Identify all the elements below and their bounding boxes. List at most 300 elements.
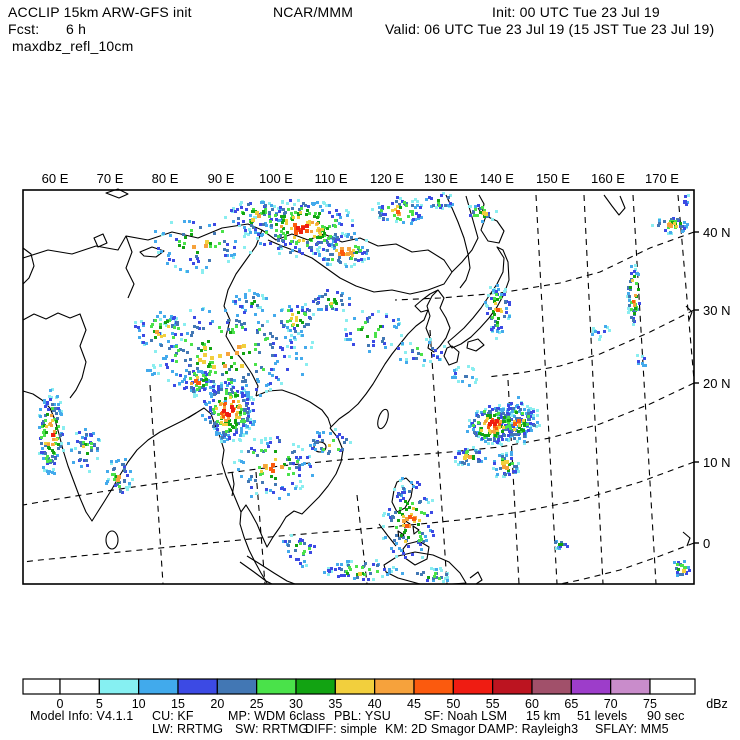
echo-cell — [235, 423, 238, 426]
echo-cell — [322, 448, 325, 451]
echo-cell — [259, 394, 262, 397]
coastline-path — [683, 532, 690, 546]
echo-cell — [138, 329, 141, 332]
echo-cell — [280, 230, 283, 233]
echo-cell — [468, 455, 472, 459]
echo-cell — [238, 416, 241, 419]
echo-cell — [298, 474, 301, 477]
echo-cell — [392, 566, 395, 569]
echo-cell — [345, 438, 348, 441]
echo-cell — [142, 334, 145, 337]
colorbar-tick-label: 75 — [643, 697, 657, 711]
echo-cell — [153, 366, 156, 369]
echo-cell — [408, 506, 411, 509]
echo-cell — [244, 232, 247, 235]
echo-cell — [179, 268, 182, 271]
echo-cell — [367, 578, 370, 581]
echo-cell — [323, 232, 326, 235]
echo-cell — [50, 414, 53, 417]
echo-cell — [223, 406, 226, 409]
echo-cell — [473, 431, 476, 434]
echo-cell — [283, 355, 286, 358]
colorbar-tick-label: 30 — [289, 697, 303, 711]
echo-cell — [248, 351, 251, 354]
echo-cell — [229, 423, 232, 426]
echo-cell — [238, 298, 241, 301]
echo-cell — [311, 447, 314, 450]
echo-cell — [281, 239, 284, 242]
echo-cell — [318, 246, 321, 249]
echo-cell — [52, 468, 55, 471]
echo-cell — [55, 412, 58, 415]
echo-cell — [328, 244, 331, 247]
echo-cell — [298, 468, 301, 471]
echo-cell — [264, 437, 267, 440]
echo-cell — [328, 444, 331, 447]
echo-cell — [303, 542, 306, 545]
echo-cell — [280, 382, 283, 385]
echo-cell — [149, 369, 152, 372]
echo-cell — [472, 211, 475, 214]
echo-cell — [287, 493, 290, 496]
echo-cell — [346, 560, 349, 563]
echo-cell — [345, 334, 348, 337]
echo-cell — [261, 481, 264, 484]
echo-cell — [265, 488, 268, 491]
echo-cell — [305, 213, 308, 216]
echo-cell — [388, 568, 391, 571]
echo-cell — [368, 316, 371, 319]
echo-cell — [168, 252, 171, 255]
echo-cell — [438, 577, 441, 580]
echo-cell — [146, 369, 149, 372]
echo-cell — [419, 500, 422, 503]
echo-cell — [594, 330, 597, 333]
colorbar-tick-label: 20 — [210, 697, 225, 711]
echo-cell — [340, 294, 343, 297]
echo-cell — [300, 357, 303, 360]
echo-cell — [598, 338, 601, 341]
echo-cell — [426, 579, 429, 582]
echo-cell — [337, 448, 340, 451]
echo-cell — [174, 354, 177, 357]
echo-cell — [505, 454, 508, 457]
echo-cell — [184, 236, 187, 239]
echo-cell — [334, 428, 337, 431]
echo-cell — [326, 263, 329, 266]
colorbar-segment — [571, 679, 610, 694]
echo-cell — [286, 202, 289, 205]
echo-cell — [343, 441, 346, 444]
echo-cell — [254, 343, 257, 346]
echo-cell — [405, 361, 408, 364]
echo-cell — [154, 350, 157, 353]
echo-cell — [59, 434, 62, 437]
echo-cell — [311, 474, 314, 477]
echo-cell — [523, 435, 526, 438]
echo-cell — [382, 525, 385, 528]
echo-cell — [256, 331, 259, 334]
echo-cell — [196, 355, 199, 358]
echo-cell — [340, 235, 343, 238]
model-info-l2-4: DAMP: Rayleigh3 — [478, 722, 579, 736]
echo-cell — [688, 569, 691, 572]
echo-cell — [240, 323, 243, 326]
echo-cell — [332, 439, 335, 442]
echo-cell — [684, 200, 687, 203]
echo-cell — [208, 401, 211, 404]
echo-cell — [227, 378, 230, 381]
echo-cell — [167, 379, 170, 382]
echo-cell — [79, 458, 82, 461]
echo-cell — [628, 304, 631, 307]
echo-cell — [110, 460, 113, 463]
echo-cell — [286, 231, 289, 234]
echo-cell — [269, 242, 272, 245]
echo-cell — [282, 324, 285, 327]
echo-cell — [599, 335, 602, 338]
echo-cell — [393, 539, 396, 542]
echo-cell — [232, 220, 235, 223]
echo-cell — [44, 419, 47, 422]
echo-cell — [190, 343, 193, 346]
echo-cell — [351, 224, 354, 227]
echo-cell — [89, 433, 92, 436]
echo-cell — [174, 265, 177, 268]
echo-cell — [411, 210, 414, 213]
echo-cell — [350, 236, 353, 239]
echo-cell — [352, 343, 355, 346]
echo-cell — [223, 440, 226, 443]
echo-cell — [183, 220, 186, 223]
echo-cell — [287, 550, 290, 553]
echo-cell — [360, 258, 363, 261]
echo-cell — [496, 324, 499, 327]
echo-cell — [239, 305, 242, 308]
echo-cell — [496, 298, 499, 301]
colorbar-tick-label: 15 — [171, 697, 185, 711]
echo-cell — [263, 464, 267, 468]
latitude-line — [23, 383, 694, 505]
echo-cell — [155, 330, 159, 334]
echo-cell — [48, 470, 51, 473]
echo-cell — [634, 294, 637, 297]
echo-cell — [278, 252, 281, 255]
echo-cell — [483, 410, 486, 413]
echo-cell — [428, 196, 431, 199]
echo-cell — [217, 391, 220, 394]
echo-cell — [229, 429, 232, 432]
echo-cell — [497, 439, 500, 442]
echo-cell — [123, 479, 126, 482]
echo-cell — [209, 406, 212, 409]
echo-cell — [495, 427, 498, 430]
echo-cell — [426, 514, 429, 517]
echo-cell — [227, 417, 230, 420]
echo-cell — [299, 480, 302, 483]
echo-cell — [412, 507, 415, 510]
echo-cell — [248, 289, 251, 292]
echo-cell — [490, 420, 494, 424]
echo-cell — [468, 384, 471, 387]
echo-cell — [271, 354, 274, 357]
echo-cell — [196, 251, 199, 254]
echo-cell — [276, 436, 279, 439]
echo-cell — [484, 457, 487, 460]
echo-cell — [262, 297, 265, 300]
colorbar-tick-label: 55 — [485, 697, 500, 711]
echo-cell — [151, 373, 154, 376]
echo-cell — [382, 337, 385, 340]
echo-cell — [293, 336, 296, 339]
echo-cell — [321, 439, 324, 442]
echo-cell — [420, 511, 423, 514]
echo-cell — [283, 215, 286, 218]
echo-cell — [229, 331, 232, 334]
echo-cell — [349, 332, 352, 335]
echo-cell — [184, 339, 187, 342]
echo-cell — [230, 365, 233, 368]
echo-cell — [522, 419, 525, 422]
echo-cell — [372, 344, 375, 347]
echo-cell — [627, 292, 630, 295]
echo-cell — [181, 380, 184, 383]
echo-cell — [293, 327, 296, 330]
echo-cell — [280, 215, 283, 218]
echo-cell — [85, 459, 88, 462]
echo-cell — [299, 211, 302, 214]
echo-cell — [333, 224, 336, 227]
echo-cell — [398, 493, 401, 496]
echo-cell — [269, 220, 272, 223]
echo-cell — [294, 246, 297, 249]
echo-cell — [523, 408, 526, 411]
lat-tick-label: 20 N — [703, 376, 731, 391]
echo-cell — [431, 499, 434, 502]
echo-cell — [174, 333, 177, 336]
echo-cell — [223, 240, 226, 243]
echo-cell — [347, 247, 351, 251]
echo-cell — [128, 485, 131, 488]
echo-cell — [235, 416, 238, 419]
echo-cell — [380, 209, 383, 212]
echo-cell — [217, 413, 220, 416]
echo-cell — [398, 511, 401, 514]
echo-cell — [358, 572, 362, 576]
echo-cell — [511, 410, 514, 413]
echo-cell — [487, 294, 490, 297]
coastline-path — [232, 472, 234, 496]
echo-cell — [491, 430, 494, 433]
echo-cell — [554, 541, 557, 544]
echo-cell — [118, 485, 121, 488]
echo-cell — [443, 345, 446, 348]
echo-cell — [165, 363, 168, 366]
echo-cell — [256, 293, 259, 296]
lon-tick-label: 170 E — [645, 171, 679, 186]
echo-cell — [90, 449, 93, 452]
echo-cell — [320, 241, 323, 244]
echo-cell — [400, 334, 403, 337]
echo-cell — [245, 300, 248, 303]
echo-cell — [399, 499, 402, 502]
echo-cell — [269, 382, 272, 385]
echo-cell — [523, 432, 526, 435]
echo-cell — [295, 456, 298, 459]
echo-cell — [353, 317, 356, 320]
echo-cell — [507, 416, 510, 419]
echo-cell — [47, 408, 50, 411]
echo-cell — [56, 417, 59, 420]
echo-cell — [345, 319, 348, 322]
echo-cell — [269, 437, 272, 440]
echo-cell — [651, 224, 654, 227]
echo-cell — [354, 245, 357, 248]
echo-cell — [80, 465, 83, 468]
echo-cell — [504, 288, 507, 291]
echo-cell — [220, 384, 223, 387]
echo-cell — [484, 434, 487, 437]
echo-cell — [281, 221, 284, 224]
echo-cell — [431, 530, 434, 533]
echo-cell — [305, 224, 309, 228]
echo-cell — [687, 566, 690, 569]
echo-cell — [430, 567, 433, 570]
echo-cell — [346, 235, 349, 238]
echo-cell — [257, 380, 260, 383]
echo-cell — [232, 400, 235, 403]
longitude-line — [430, 330, 447, 584]
lat-tick-label: 10 N — [703, 455, 731, 470]
echo-cell — [475, 378, 478, 381]
echo-cell — [314, 448, 317, 451]
echo-cell — [78, 431, 81, 434]
echo-cell — [529, 422, 532, 425]
echo-cell — [305, 229, 309, 233]
echo-cell — [274, 354, 277, 357]
echo-cell — [84, 428, 87, 431]
echo-cell — [346, 214, 349, 217]
echo-cell — [293, 203, 296, 206]
echo-cell — [207, 340, 210, 343]
echo-cell — [265, 384, 268, 387]
lon-tick-label: 130 E — [424, 171, 458, 186]
echo-cell — [404, 540, 407, 543]
echo-cell — [271, 208, 274, 211]
echo-cell — [288, 467, 291, 470]
echo-cell — [388, 508, 391, 511]
echo-cell — [254, 363, 257, 366]
echo-cell — [172, 336, 175, 339]
echo-cell — [253, 420, 256, 423]
coastline-path — [240, 562, 272, 584]
echo-cell — [630, 316, 633, 319]
echo-cell — [392, 319, 395, 322]
echo-cell — [354, 258, 357, 261]
echo-cell — [295, 558, 298, 561]
echo-cell — [52, 438, 55, 441]
echo-cell — [684, 195, 687, 198]
echo-cell — [309, 238, 312, 241]
echo-cell — [303, 312, 306, 315]
echo-cell — [298, 464, 301, 467]
echo-cell — [274, 234, 277, 237]
echo-cell — [299, 562, 302, 565]
echo-cell — [368, 568, 371, 571]
echo-cell — [517, 470, 520, 473]
echo-cell — [466, 430, 469, 433]
echo-cell — [233, 362, 236, 365]
echo-cell — [297, 332, 300, 335]
echo-cell — [377, 310, 380, 313]
echo-cell — [405, 524, 409, 528]
echo-cell — [527, 429, 530, 432]
echo-cell — [363, 251, 366, 254]
echo-cell — [202, 384, 205, 387]
echo-cell — [218, 242, 221, 245]
echo-cell — [43, 434, 46, 437]
echo-cell — [486, 312, 489, 315]
echo-cell — [85, 433, 88, 436]
echo-cell — [260, 470, 263, 473]
echo-cell — [489, 438, 492, 441]
echo-cell — [257, 214, 261, 218]
echo-cell — [271, 469, 275, 473]
echo-cell — [447, 196, 450, 199]
echo-cell — [281, 201, 284, 204]
echo-cell — [503, 315, 506, 318]
echo-cell — [398, 537, 401, 540]
echo-cell — [316, 216, 319, 219]
echo-cell — [291, 207, 294, 210]
echo-cell — [224, 419, 227, 422]
echo-cell — [203, 400, 206, 403]
echo-cell — [411, 553, 414, 556]
echo-cell — [78, 451, 81, 454]
echo-cell — [423, 512, 426, 515]
echo-cell — [177, 327, 180, 330]
echo-cell — [256, 237, 259, 240]
model-info-l1-1: CU: KF — [152, 709, 194, 723]
echo-cell — [348, 297, 351, 300]
echo-cell — [292, 462, 295, 465]
echo-cell — [469, 214, 472, 217]
colorbar-segment — [611, 679, 650, 694]
echo-cell — [403, 531, 406, 534]
echo-cell — [192, 390, 195, 393]
echo-cell — [230, 356, 233, 359]
echo-cell — [202, 327, 205, 330]
echo-cell — [420, 538, 423, 541]
echo-cell — [298, 239, 301, 242]
echo-cell — [213, 393, 216, 396]
echo-cell — [519, 408, 522, 411]
echo-cell — [371, 208, 374, 211]
echo-cell — [188, 220, 191, 223]
echo-cell — [246, 398, 249, 401]
echo-cell — [238, 438, 241, 441]
echo-cell — [313, 235, 316, 238]
echo-cell — [62, 426, 65, 429]
echo-cell — [444, 204, 447, 207]
echo-cell — [293, 236, 296, 239]
echo-cell — [185, 381, 188, 384]
echo-cell — [326, 289, 329, 292]
echo-cell — [126, 474, 129, 477]
echo-cell — [44, 405, 47, 408]
echo-cell — [189, 258, 192, 261]
echo-cell — [628, 295, 631, 298]
